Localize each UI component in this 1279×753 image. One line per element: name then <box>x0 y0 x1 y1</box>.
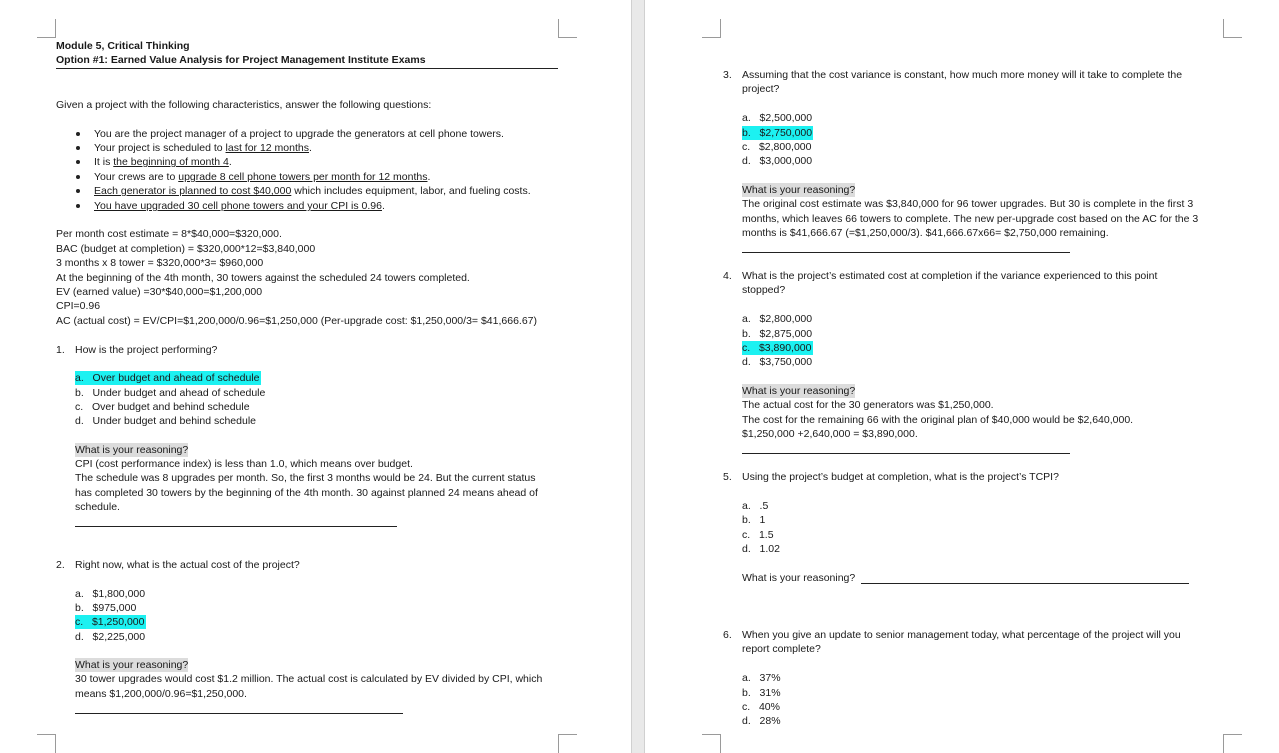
answer-option: b. Under budget and ahead of schedule <box>75 387 266 399</box>
bullet-dot <box>76 160 80 164</box>
answer-option: c. 40% <box>742 701 780 713</box>
question-number: 5. <box>723 471 732 483</box>
calc-line: 3 months x 8 tower = $320,000*3= $960,000 <box>56 257 264 269</box>
question-number: 2. <box>56 559 65 571</box>
answer-option-selected: a. Over budget and ahead of schedule <box>75 372 260 384</box>
reasoning-label: What is your reasoning? <box>75 659 189 671</box>
reasoning-line: months, which leaves 66 towers to complete. The new per-upgrade cost based on the AC for the 3 <box>742 213 1199 225</box>
crop-mark <box>702 734 721 753</box>
question-text: report complete? <box>742 643 821 655</box>
answer-option: a. 37% <box>742 672 781 684</box>
reasoning-line: schedule. <box>75 501 120 513</box>
reasoning-label: What is your reasoning? <box>75 444 189 456</box>
question-text: stopped? <box>742 284 786 296</box>
question-number: 3. <box>723 69 732 81</box>
reasoning-line: The original cost estimate was $3,840,000 for 96 tower upgrades. But 30 is complete in the first 3 <box>742 198 1194 210</box>
bullet-dot <box>76 175 80 179</box>
question-text: When you give an update to senior management today, what percentage of the project will you <box>742 629 1181 641</box>
answer-rule <box>861 583 1189 584</box>
crop-mark <box>37 734 56 753</box>
bullet-dot <box>76 146 80 150</box>
crop-mark <box>558 19 577 38</box>
document-subtitle: Option #1: Earned Value Analysis for Project Management Institute Exams <box>56 54 426 66</box>
answer-option: a. $2,500,000 <box>742 112 813 124</box>
crop-mark <box>702 19 721 38</box>
crop-mark <box>1223 734 1242 753</box>
answer-rule <box>742 252 1070 253</box>
bullet-dot <box>76 204 80 208</box>
answer-option: c. 1.5 <box>742 529 774 541</box>
answer-option: c. $2,800,000 <box>742 141 812 153</box>
answer-option: d. Under budget and behind schedule <box>75 415 256 427</box>
bullet-dot <box>76 189 80 193</box>
reasoning-label: What is your reasoning? <box>742 572 856 584</box>
question-text: Using the project’s budget at completion, what is the project’s TCPI? <box>742 471 1059 483</box>
reasoning-line: The cost for the remaining 66 with the original plan of $40,000 would be $2,640,000. <box>742 414 1134 426</box>
document-title: Module 5, Critical Thinking <box>56 40 190 52</box>
page-gutter <box>631 0 645 753</box>
answer-rule <box>75 713 403 714</box>
answer-option: b. 1 <box>742 514 766 526</box>
bullet-dot <box>76 132 80 136</box>
answer-option-selected: c. $1,250,000 <box>75 616 145 628</box>
list-item: It is the beginning of month 4. <box>94 156 232 168</box>
answer-option: d. 28% <box>742 715 781 727</box>
reasoning-line: The schedule was 8 upgrades per month. So, the first 3 months would be 24. But the current status <box>75 472 536 484</box>
answer-option: d. $3,750,000 <box>742 356 813 368</box>
answer-option: a. .5 <box>742 500 769 512</box>
reasoning-line: CPI (cost performance index) is less than 1.0, which means over budget. <box>75 458 413 470</box>
reasoning-label: What is your reasoning? <box>742 184 856 196</box>
title-rule <box>56 68 558 69</box>
list-item: You have upgraded 30 cell phone towers and your CPI is 0.96. <box>94 200 385 212</box>
calc-line: BAC (budget at completion) = $320,000*12=$3,840,000 <box>56 243 316 255</box>
answer-option: d. $3,000,000 <box>742 155 813 167</box>
reasoning-line: $1,250,000 +2,640,000 = $3,890,000. <box>742 428 918 440</box>
list-item: Your crews are to upgrade 8 cell phone towers per month for 12 months. <box>94 171 431 183</box>
answer-option: b. $2,875,000 <box>742 328 813 340</box>
reasoning-line: means $1,200,000/0.96=$1,250,000. <box>75 688 247 700</box>
reasoning-line: The actual cost for the 30 generators was $1,250,000. <box>742 399 994 411</box>
calc-line: AC (actual cost) = EV/CPI=$1,200,000/0.96=$1,250,000 (Per-upgrade cost: $1,250,000/3= $41,666.67) <box>56 315 538 327</box>
calc-line: EV (earned value) =30*$40,000=$1,200,000 <box>56 286 263 298</box>
answer-option: b. $975,000 <box>75 602 137 614</box>
list-item: You are the project manager of a project to upgrade the generators at cell phone towers. <box>94 128 504 140</box>
reasoning-line: has completed 30 towers by the beginning of the 4th month. 30 against planned 24 means ahead of <box>75 487 538 499</box>
list-item: Each generator is planned to cost $40,000 which includes equipment, labor, and fueling costs. <box>94 185 531 197</box>
crop-mark <box>558 734 577 753</box>
document-page-2 <box>645 0 1279 753</box>
answer-rule <box>75 526 397 527</box>
question-text: Right now, what is the actual cost of the project? <box>75 559 300 571</box>
calc-line: At the beginning of the 4th month, 30 towers against the scheduled 24 towers completed. <box>56 272 470 284</box>
answer-option-selected: c. $3,890,000 <box>742 342 812 354</box>
reasoning-line: months is $41,666.67 (=$1,250,000/3). $41,666.67x66= $2,750,000 remaining. <box>742 227 1109 239</box>
calc-line: CPI=0.96 <box>56 300 101 312</box>
crop-mark <box>37 19 56 38</box>
answer-option: b. 31% <box>742 687 781 699</box>
question-text: project? <box>742 83 780 95</box>
answer-option: d. 1.02 <box>742 543 780 555</box>
reasoning-label: What is your reasoning? <box>742 385 856 397</box>
answer-option: c. Over budget and behind schedule <box>75 401 250 413</box>
reasoning-line: 30 tower upgrades would cost $1.2 million. The actual cost is calculated by EV divided by CPI, which <box>75 673 543 685</box>
question-number: 4. <box>723 270 732 282</box>
question-number: 1. <box>56 344 65 356</box>
answer-option-selected: b. $2,750,000 <box>742 127 813 139</box>
calc-line: Per month cost estimate = 8*$40,000=$320,000. <box>56 228 282 240</box>
intro-text: Given a project with the following characteristics, answer the following questions: <box>56 99 432 111</box>
list-item: Your project is scheduled to last for 12 months. <box>94 142 312 154</box>
crop-mark <box>1223 19 1242 38</box>
answer-option: a. $2,800,000 <box>742 313 813 325</box>
answer-rule <box>742 453 1070 454</box>
question-text: What is the project’s estimated cost at completion if the variance experienced to this point <box>742 270 1158 282</box>
question-number: 6. <box>723 629 732 641</box>
document-page-1 <box>0 0 631 753</box>
question-text: How is the project performing? <box>75 344 218 356</box>
answer-option: d. $2,225,000 <box>75 631 146 643</box>
question-text: Assuming that the cost variance is constant, how much more money will it take to complete the <box>742 69 1183 81</box>
answer-option: a. $1,800,000 <box>75 588 146 600</box>
